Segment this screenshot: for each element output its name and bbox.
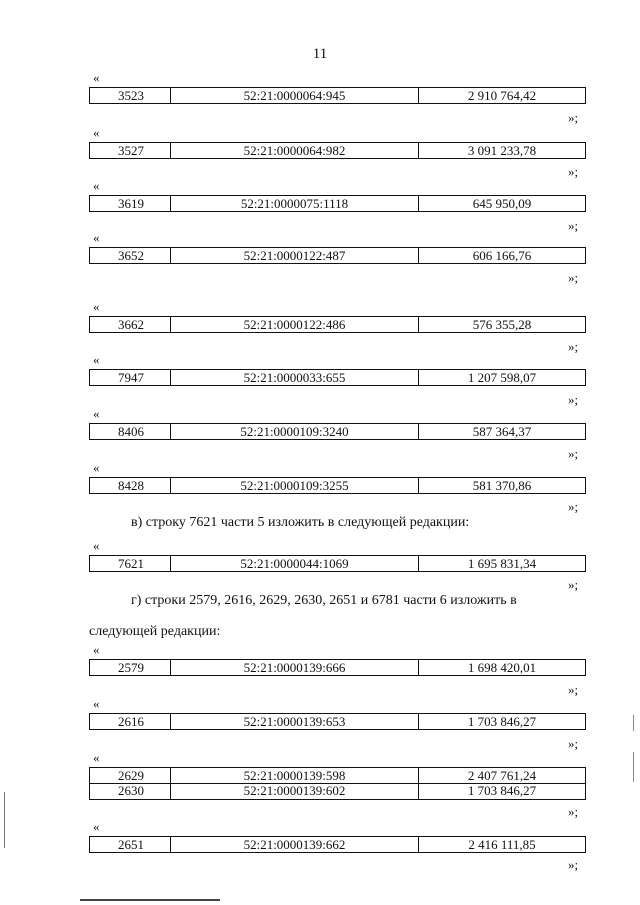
value-cell: 581 370,86 [472,477,532,493]
quote-close: »; [568,446,579,461]
quote-close: »; [568,164,579,179]
quote-open: « [93,538,100,553]
quote-open: « [93,125,100,140]
table-row [89,316,586,333]
row-number-cell: 8406 [90,424,171,439]
quote-open: « [93,70,100,85]
page-number: 11 [312,46,328,62]
quote-close: »; [568,736,579,751]
row-number-cell: 3662 [90,317,171,332]
cadastral-number-cell: 52:21:0000044:1069 [171,556,419,571]
quote-open: « [93,460,100,475]
quote-open: « [93,230,100,245]
quote-open: « [93,750,100,765]
quote-open: « [93,299,100,314]
quote-open: « [93,642,100,657]
row-number-cell: 3527 [90,143,171,158]
value-cell: 1 207 598,07 [467,369,537,385]
cadastral-number-cell: 52:21:0000139:602 [171,783,419,799]
table-row [89,836,586,853]
row-number-cell: 2629 [90,768,171,783]
table-row [89,767,586,784]
quote-open: « [93,352,100,367]
value-cell: 1 695 831,34 [467,555,537,571]
paragraph-g-line1: г) строки 2579, 2616, 2629, 2630, 2651 и 6781 части 6 изложить в [131,593,517,608]
quote-close: »; [568,110,579,125]
row-number-cell: 3652 [90,248,171,263]
cadastral-number-cell: 52:21:0000075:1118 [171,196,419,211]
row-number-cell: 3523 [90,88,171,103]
quote-close: »; [568,392,579,407]
table-row [89,713,586,730]
table-row [89,659,586,676]
value-cell: 2 407 761,24 [467,767,537,783]
cadastral-number-cell: 52:21:0000139:662 [171,837,419,852]
cadastral-number-cell: 52:21:0000122:487 [171,248,419,263]
row-number-cell: 8428 [90,478,171,493]
table-row [89,247,586,264]
paragraph-g-line2: следующей редакции: [89,624,221,639]
quote-close: »; [568,577,579,592]
quote-close: »; [568,857,579,872]
scan-right-mark [633,715,634,731]
quote-close: »; [568,499,579,514]
cadastral-number-cell: 52:21:0000139:666 [171,660,419,675]
cadastral-number-cell: 52:21:0000139:598 [171,768,419,783]
row-number-cell: 2651 [90,837,171,852]
table-row [89,423,586,440]
table-row [89,87,586,104]
value-cell: 606 166,76 [472,247,532,263]
value-cell: 2 910 764,42 [467,87,537,103]
paragraph-v: в) строку 7621 части 5 изложить в следующей редакции: [131,515,470,530]
table-row [89,477,586,494]
value-cell: 1 698 420,01 [467,659,537,675]
cadastral-number-cell: 52:21:0000109:3240 [171,424,419,439]
scan-left-edge [4,792,5,848]
quote-open: « [93,406,100,421]
row-number-cell: 7621 [90,556,171,571]
value-cell: 645 950,09 [472,195,532,211]
row-number-cell: 3619 [90,196,171,211]
cadastral-number-cell: 52:21:0000109:3255 [171,478,419,493]
table-row [89,783,586,800]
quote-close: »; [568,804,579,819]
quote-open: « [93,178,100,193]
scan-bottom-line [80,899,220,901]
cadastral-number-cell: 52:21:0000033:655 [171,370,419,385]
quote-open: « [93,819,100,834]
quote-close: »; [568,270,579,285]
value-cell: 1 703 846,27 [467,783,537,798]
cadastral-number-cell: 52:21:0000064:945 [171,88,419,103]
quote-close: »; [568,682,579,697]
cadastral-number-cell: 52:21:0000122:486 [171,317,419,332]
value-cell: 2 416 111,85 [468,836,536,852]
scan-right-mark [633,752,634,782]
row-number-cell: 2579 [90,660,171,675]
value-cell: 576 355,28 [472,316,532,332]
quote-close: »; [568,339,579,354]
row-number-cell: 2616 [90,714,171,729]
table-row [89,142,586,159]
row-number-cell: 2630 [90,783,171,799]
row-number-cell: 7947 [90,370,171,385]
quote-open: « [93,696,100,711]
value-cell: 3 091 233,78 [467,142,537,158]
table-row [89,555,586,572]
table-row [89,369,586,386]
value-cell: 587 364,37 [472,423,532,439]
cadastral-number-cell: 52:21:0000064:982 [171,143,419,158]
table-row [89,195,586,212]
quote-close: »; [568,218,579,233]
value-cell: 1 703 846,27 [467,713,537,729]
cadastral-number-cell: 52:21:0000139:653 [171,714,419,729]
